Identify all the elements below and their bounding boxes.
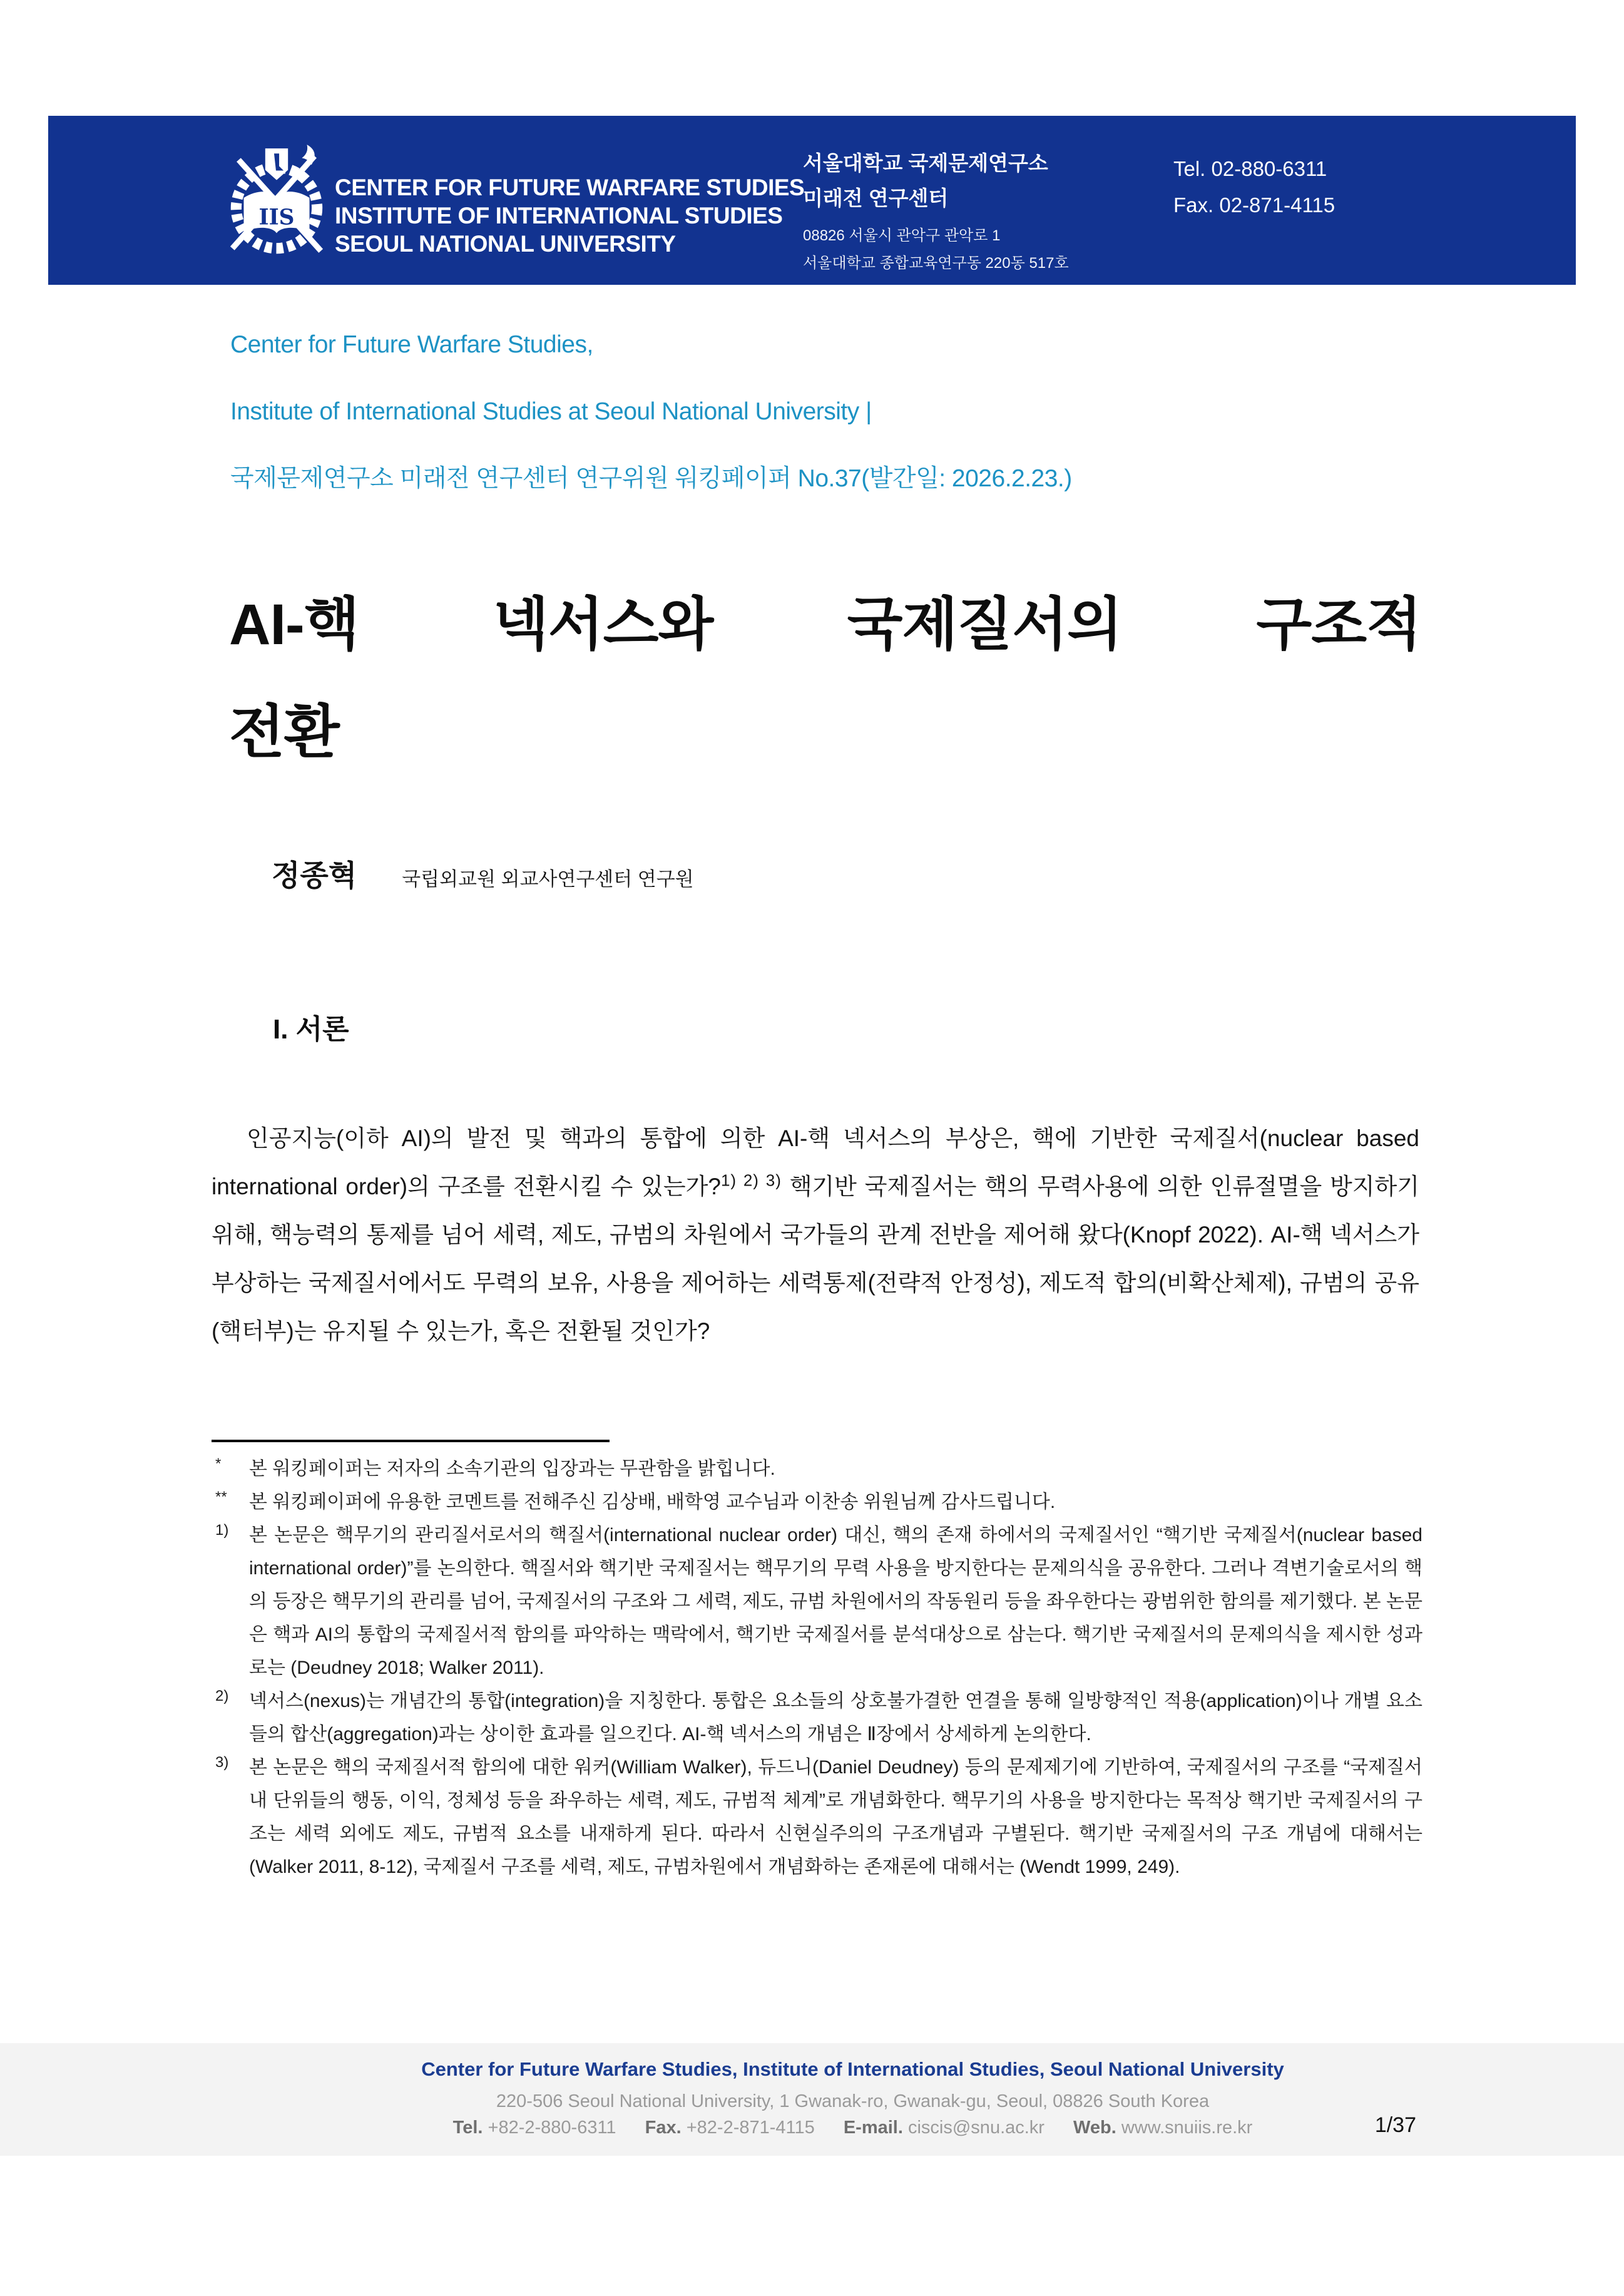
org-kr-line-1: 서울대학교 국제문제연구소 <box>803 151 1048 175</box>
footnote-text: 본 논문은 핵무기의 관리질서로서의 핵질서(international nuclear order) 대신, 핵의 존재 하에서의 국제질서인 “핵기반 국제질서(nuclear based international order)”를 논의한다. 핵질서와 핵기반 국제질서는 핵무기의 무력 사용을 방지한다는 문제의식을 공유한다. 그러나 격변기술로서의 핵의 등장은 핵무기의 관리를 넘어, 국제질서의 구조와 그 세력, 제도, 규범 차원에서의 작동원리 등을 좌우한다는 광범위한 함의를 제기했다. 본 논문은 핵과 AI의 통합의 국제질서적 함의를 파악하는 맥락에서, 핵기반 국제질서를 분석대상으로 삼는다. 핵기반 국제질서의 문제의식을 제시한 성과로는 (Deudney 2018; Walker 2011). <box>249 1525 1422 1678</box>
footnotes-block <box>212 1452 1422 1883</box>
footer-org-line: Center for Future Warfare Studies, Institute of International Studies, Seoul National University <box>421 2058 1284 2080</box>
header-banner <box>48 116 1576 285</box>
footnote-marker: 1) <box>215 1522 229 1539</box>
body-paragraph <box>212 1114 1419 1355</box>
org-line-2: INSTITUTE OF INTERNATIONAL STUDIES <box>335 203 783 228</box>
author-name: 정종혁 <box>272 859 357 892</box>
footer-fax-value: +82-2-871-4115 <box>686 2118 815 2138</box>
body-text-after-refs: 핵기반 국제질서는 핵의 무력사용에 의한 인류절멸을 방지하기 위해, 핵능력의 통제를 넘어 세력, 제도, 규범의 차원에서 국가들의 관계 전반을 제어해 왔다(Knopf 2022). AI-핵 넥서스가 부상하는 국제질서에서도 무력의 보유, 사용을 제어하는 세력통제(전략적 안정성), 제도적 합의(비확산체제), 규범의 공유(핵터부)는 유지될 수 있는가, 혹은 전환될 것인가? <box>212 1174 1419 1344</box>
page-number: 1/37 <box>1374 2113 1416 2137</box>
org-kr-address-2: 서울대학교 종합교육연구동 220동 517호 <box>803 255 1069 272</box>
org-kr-line-2: 미래전 연구센터 <box>803 187 949 210</box>
org-line-3: SEOUL NATIONAL UNIVERSITY <box>335 231 676 257</box>
issue-info <box>230 311 1072 512</box>
issue-info-line-2: Institute of International Studies at Seoul National University | <box>230 398 872 425</box>
footnote-item <box>212 1485 1422 1519</box>
footnote-divider <box>212 1440 610 1442</box>
footer-tel-label: Tel. <box>452 2118 483 2138</box>
footnote-marker: ** <box>215 1489 227 1505</box>
paper-title-line-1: AI-핵 넥서스와 국제질서의 구조적 <box>229 593 1421 657</box>
footnote-marker: 3) <box>215 1754 229 1771</box>
footer-email-value: ciscis@snu.ac.kr <box>907 2118 1044 2138</box>
org-kr-address-1: 08826 서울시 관악구 관악로 1 <box>803 227 1001 244</box>
footnote-text: 본 논문은 핵의 국제질서적 함의에 대한 워커(William Walker), 듀드니(Daniel Deudney) 등의 문제제기에 기반하여, 국제질서의 구조를 “국제질서 내 단위들의 행동, 이익, 정체성 등을 좌우하는 세력, 제도, 규범적 체계”로 개념화한다. 핵무기의 사용을 방지한다는 목적상 핵기반 국제질서의 구조는 세력 외에도 제도, 규범적 요소를 내재하게 된다. 따라서 신현실주의의 구조개념과 구별된다. 핵기반 국제질서의 구조 개념에 대해서는 (Walker 2011, 8-12), 국제질서 구조를 세력, 제도, 규범차원에서 개념화하는 존재론에 대해서는 (Wendt 1999, 249). <box>249 1757 1422 1877</box>
org-line-1: CENTER FOR FUTURE WARFARE STUDIES <box>335 175 805 200</box>
author-line <box>272 853 694 894</box>
footnote-text: 본 워킹페이퍼는 저자의 소속기관의 입장과는 무관함을 밝힙니다. <box>249 1458 775 1479</box>
footer-web-value: www.snuiis.re.kr <box>1121 2118 1253 2138</box>
footnote-item <box>212 1452 1422 1485</box>
footer-email-label: E-mail. <box>843 2118 903 2138</box>
body-text-before-refs: 인공지능(이하 AI)의 발전 및 핵과의 통합에 의한 AI-핵 넥서스의 부상은, 핵에 기반한 국제질서(nuclear based international order)의 구조를 전환시킬 수 있는가? <box>212 1125 1419 1199</box>
header-fax: Fax. 02-871-4115 <box>1173 193 1335 217</box>
snu-iis-emblem-logo <box>213 135 340 266</box>
footnote-text: 본 워킹페이퍼에 유용한 코멘트를 전해주신 김상배, 배학영 교수님과 이찬송 위원님께 감사드립니다. <box>249 1492 1056 1512</box>
author-affiliation: 국립외교원 외교사연구센터 연구원 <box>402 868 694 890</box>
issue-info-line-3: 국제문제연구소 미래전 연구센터 연구위원 워킹페이퍼 No.37(발간일: 2026.2.23.) <box>230 465 1072 492</box>
footnote-marker: * <box>215 1455 222 1472</box>
footnote-marker: 2) <box>215 1688 229 1704</box>
org-name-en <box>335 173 804 258</box>
logo-monogram: IIS <box>258 205 295 230</box>
paper-title-line-2: 전환 <box>229 700 339 764</box>
issue-info-line-1: Center for Future Warfare Studies, <box>230 331 593 358</box>
footnote-item <box>212 1519 1422 1684</box>
footer-web-label: Web. <box>1073 2118 1116 2138</box>
footer-tel-value: +82-2-880-6311 <box>488 2118 616 2138</box>
page-footer <box>0 2043 1624 2156</box>
section-heading: I. 서론 <box>273 1014 349 1045</box>
org-name-kr <box>803 146 1069 277</box>
footnote-text: 넥서스(nexus)는 개념간의 통합(integration)을 지칭한다. 통합은 요소들의 상호불가결한 연결을 통해 일방향적인 적용(application)이나 개별 요소들의 합산(aggregation)과는 상이한 효과를 일으킨다. AI-핵 넥서스의 개념은 Ⅱ장에서 상세하게 논의한다. <box>249 1691 1422 1745</box>
footnote-item <box>212 1684 1422 1751</box>
footer-fax-label: Fax. <box>645 2118 682 2138</box>
header-contact <box>1173 151 1335 223</box>
footnote-item <box>212 1751 1422 1883</box>
footnote-refs: 1) 2) 3) <box>720 1171 782 1190</box>
paper-title <box>229 571 1421 786</box>
header-tel: Tel. 02-880-6311 <box>1173 157 1327 180</box>
footer-address: 220-506 Seoul National University, 1 Gwanak-ro, Gwanak-gu, Seoul, 08826 South Korea <box>496 2091 1210 2111</box>
